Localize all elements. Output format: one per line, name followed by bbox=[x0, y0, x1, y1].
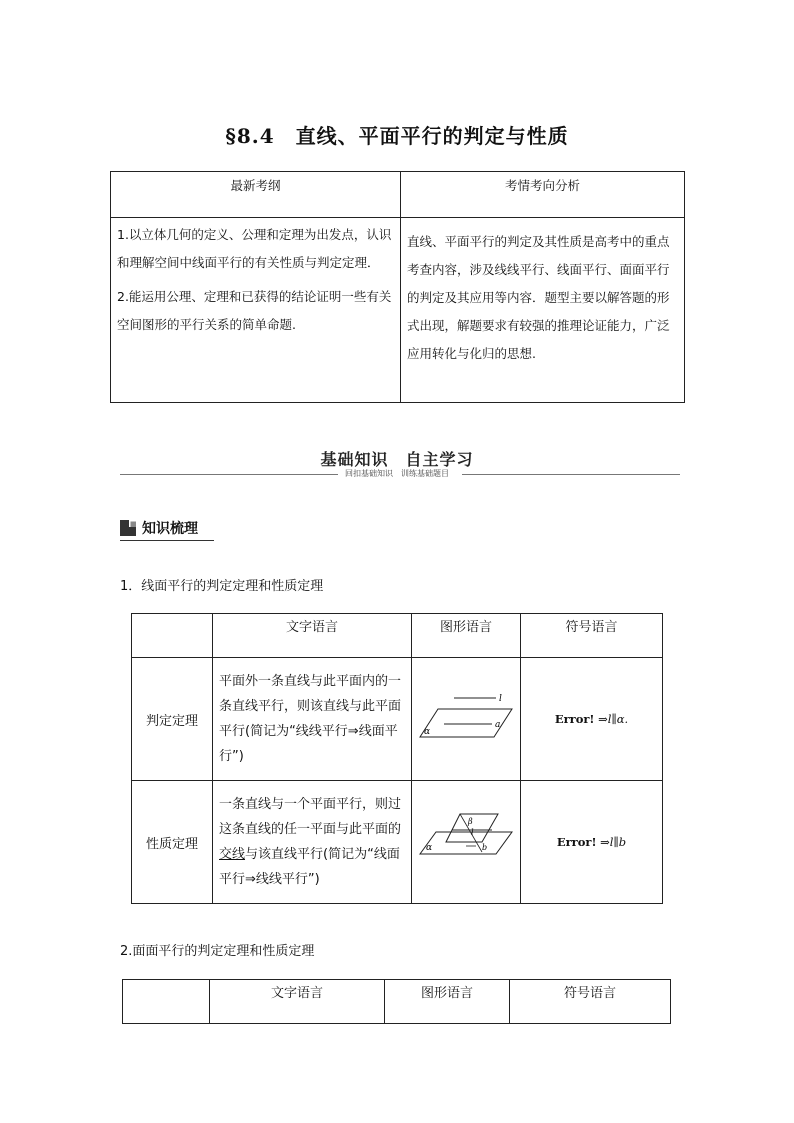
criterion-text: 平面外一条直线与此平面内的一条直线平行，则该直线与此平面平行(简记为“线线平行⇒线面平行”) bbox=[213, 658, 412, 781]
label-beta: β bbox=[468, 817, 473, 826]
line-plane-table bbox=[131, 613, 663, 904]
property-text-underlined: 交线 bbox=[219, 847, 246, 862]
label-l: l bbox=[499, 694, 502, 704]
property-text bbox=[213, 781, 412, 904]
error-text: Error! bbox=[554, 712, 595, 726]
t3-header-text: 文字语言 bbox=[210, 980, 385, 1024]
symbol-expression: ⇒l∥α. bbox=[594, 712, 629, 726]
property-text-b: 与该直线平行(简记为“线面平行⇒线线平行”) bbox=[219, 847, 400, 887]
label-b: b bbox=[482, 843, 488, 852]
property-text-a: 一条直线与一个平面平行，则过这条直线的任一平面与此平面的 bbox=[219, 797, 402, 837]
label-alpha-2: α bbox=[426, 843, 433, 853]
property-figure bbox=[412, 781, 521, 904]
label-a: a bbox=[495, 720, 501, 730]
table-row bbox=[132, 658, 663, 781]
overview-item-1: 1.以立体几何的定义、公理和定理为出发点，认识和理解空间中线面平行的有关性质与判定定理． bbox=[117, 227, 392, 270]
t2-header-figure: 图形语言 bbox=[412, 614, 521, 658]
t2-header-symbol: 符号语言 bbox=[521, 614, 663, 658]
overview-table bbox=[110, 171, 685, 403]
overview-header-right: 考情考向分析 bbox=[401, 172, 685, 218]
line-plane-parallel-diagram bbox=[416, 687, 516, 747]
knowledge-square-icon bbox=[120, 520, 136, 536]
heading-line-plane: 1．线面平行的判定定理和性质定理 bbox=[120, 579, 324, 594]
plane-intersection-diagram bbox=[416, 808, 516, 872]
knowledge-label: 知识梳理 bbox=[142, 521, 198, 537]
table-row bbox=[132, 781, 663, 904]
error-text: Error! bbox=[556, 835, 597, 849]
t2-header-text: 文字语言 bbox=[213, 614, 412, 658]
knowledge-underline bbox=[120, 540, 214, 541]
label-alpha: α bbox=[424, 727, 431, 737]
row-head-criterion: 判定定理 bbox=[132, 658, 213, 781]
section-title: 基础知识 自主学习 bbox=[320, 450, 474, 469]
t3-header-empty bbox=[123, 980, 210, 1024]
symbol-expression: ⇒l∥b bbox=[596, 835, 627, 849]
overview-item-2: 2.能运用公理、定理和已获得的结论证明一些有关空间图形的平行关系的简单命题. bbox=[117, 289, 392, 332]
overview-left-cell bbox=[111, 218, 401, 403]
page-title: §8.4 直线、平面平行的判定与性质 bbox=[225, 124, 569, 148]
row-head-property: 性质定理 bbox=[132, 781, 213, 904]
plane-plane-table bbox=[122, 979, 671, 1024]
criterion-figure bbox=[412, 658, 521, 781]
t3-header-symbol: 符号语言 bbox=[510, 980, 671, 1024]
property-symbol bbox=[521, 781, 663, 904]
criterion-symbol bbox=[521, 658, 663, 781]
heading-plane-plane: 2.面面平行的判定定理和性质定理 bbox=[120, 944, 315, 959]
t3-header-figure: 图形语言 bbox=[385, 980, 510, 1024]
label-l-2: l bbox=[471, 828, 474, 837]
section-subtitle: 回扣基础知识 训练基础题目 bbox=[345, 469, 449, 478]
overview-right-cell: 直线、平面平行的判定及其性质是高考中的重点考查内容，涉及线线平行、线面平行、面面平行的判定及其应用等内容．题型主要以解答题的形式出现，解题要求有较强的推理论证能力，广泛应用转化与化归的思想. bbox=[401, 218, 685, 403]
overview-header-left: 最新考纲 bbox=[111, 172, 401, 218]
t2-header-empty bbox=[132, 614, 213, 658]
